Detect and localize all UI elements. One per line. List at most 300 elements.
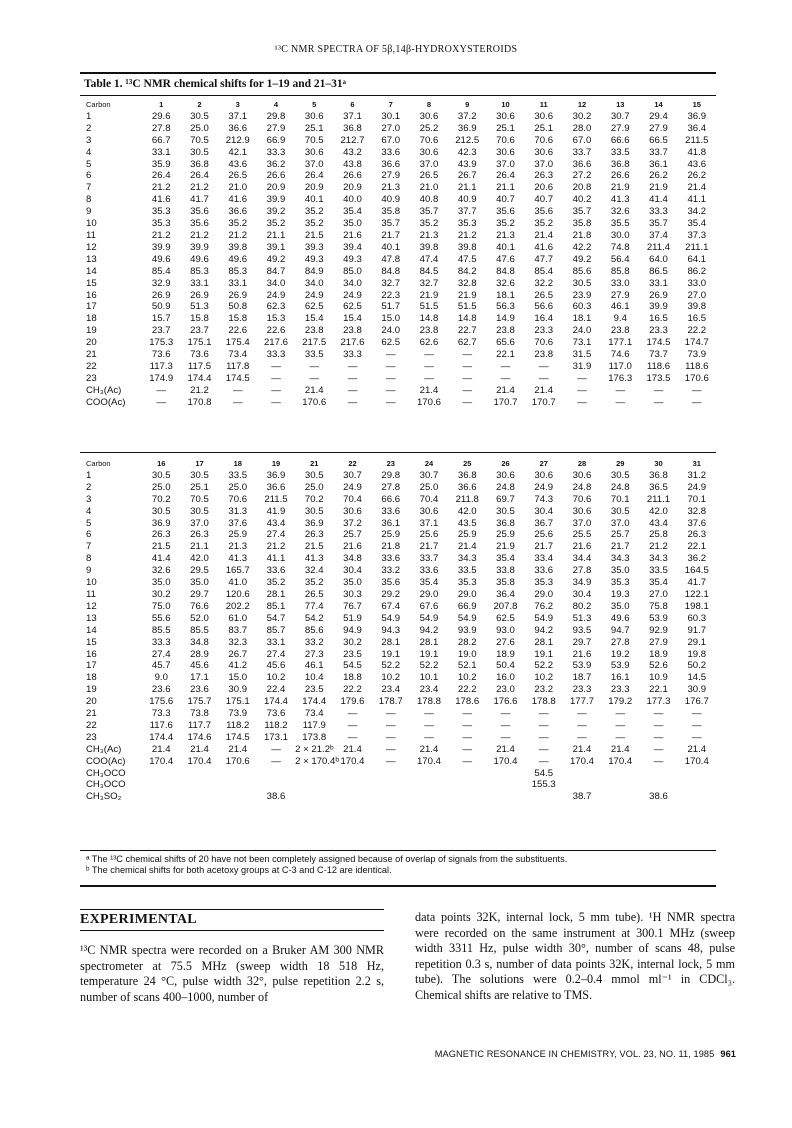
table-row (80, 506, 716, 518)
carbon-label: COO(Ac) (86, 755, 126, 767)
shift-value: 21.2 (190, 229, 209, 241)
column-header-compound: 25 (463, 459, 472, 468)
table-row (80, 768, 716, 780)
shift-value: 35.2 (304, 577, 324, 589)
shift-value: 37.0 (190, 517, 209, 529)
shift-value: 65.6 (496, 337, 515, 349)
shift-value: 23.3 (649, 325, 668, 337)
shift-value: — (385, 384, 396, 396)
shift-value: 117.9 (302, 719, 326, 731)
carbon-label: 9 (86, 206, 92, 218)
shift-value: 27.6 (496, 636, 515, 648)
shift-value: 33.5 (649, 565, 668, 577)
shift-value: 175.7 (187, 696, 212, 708)
carbon-label: 21 (86, 708, 97, 720)
carbon-label: 18 (86, 313, 97, 325)
shift-value: 24.9 (343, 289, 362, 301)
table-mid-rule (80, 452, 716, 453)
shift-value: 23.7 (151, 325, 171, 337)
shift-value: 30.6 (534, 146, 554, 158)
table-row (80, 470, 716, 482)
shift-value: 25.0 (190, 122, 209, 134)
shift-value: 170.4 (416, 755, 441, 767)
shift-value: 43.2 (343, 146, 362, 158)
shift-value: 22.1 (496, 349, 515, 361)
shift-value: 21.7 (610, 541, 630, 553)
shift-value: 30.9 (687, 684, 707, 696)
shift-value: 43.4 (266, 517, 286, 529)
shift-value: 120.6 (225, 588, 250, 600)
shift-value: 23.9 (572, 289, 592, 301)
shift-value: 173.8 (302, 731, 327, 743)
shift-value: 211.5 (264, 493, 288, 505)
shift-value (678, 768, 716, 780)
shift-value: 28.1 (534, 636, 554, 648)
shift-value: 164.5 (684, 565, 709, 577)
shift-value: 41.8 (687, 146, 707, 158)
shift-value: 38.6 (649, 791, 668, 803)
shift-value: 74.6 (610, 349, 630, 361)
shift-value: 40.9 (457, 194, 477, 206)
column-header-compound: 27 (539, 459, 548, 468)
shift-value: 23.6 (190, 684, 209, 696)
shift-value: 33.1 (151, 146, 171, 158)
shift-value: 73.4 (228, 349, 248, 361)
shift-value: — (577, 731, 587, 743)
carbon-label: CH₃OCO (86, 767, 126, 779)
shift-value: 69.7 (496, 493, 515, 505)
shift-value: 35.8 (381, 206, 401, 218)
table-row (80, 266, 716, 278)
shift-value: 70.6 (228, 493, 248, 505)
shift-value: 34.8 (343, 553, 362, 565)
table-row (80, 123, 716, 135)
shift-value: 76.6 (190, 600, 209, 612)
shift-value: 28.1 (419, 636, 439, 648)
carbon-label: 16 (86, 648, 97, 660)
shift-value: 16.5 (687, 313, 707, 325)
journal-citation: MAGNETIC RESONANCE IN CHEMISTRY, VOL. 23, NO. 11, 1985 (434, 1049, 715, 1059)
shift-value: 14.8 (419, 313, 439, 325)
shift-value: — (615, 396, 626, 408)
shift-value: 21.4 (151, 743, 171, 755)
shift-value: 35.4 (649, 577, 668, 589)
shift-value: — (385, 743, 396, 755)
shift-value: 36.8 (610, 158, 630, 170)
shift-value: 27.8 (610, 636, 630, 648)
shift-value: 47.5 (457, 253, 477, 265)
shift-value: 117.5 (187, 360, 212, 372)
shift-value: 27.9 (266, 122, 286, 134)
experimental-paragraph-right: data points 32K, internal lock, 5 mm tube). ¹H NMR spectra were recorded on the same instrument at 300.1 MHz (sweep width 3311 Hz, pulse width 30°, number of scans 48, pulse repetition 0.3 s, number of data points 32K, internal lock, 5 mm tube). The solutions were 0.2–0.4 mmol ml⁻¹ in CDCl₃. Chemical shifts are relative to TMS. (415, 910, 735, 1002)
table-row (80, 696, 716, 708)
shift-value: 41.6 (151, 194, 171, 206)
shift-value: 53.9 (649, 612, 668, 624)
shift-value: 73.8 (190, 708, 209, 720)
shift-value: 19.1 (381, 648, 401, 660)
shift-value: 32.7 (381, 277, 401, 289)
shift-value: 22.6 (266, 325, 286, 337)
shift-value: 15.3 (266, 313, 286, 325)
shift-value: 54.9 (457, 612, 477, 624)
shift-value: — (385, 360, 396, 372)
shift-value: 42.0 (649, 505, 668, 517)
shift-value: 32.7 (419, 277, 439, 289)
shift-value: 33.7 (572, 146, 592, 158)
shift-value: 30.5 (496, 505, 515, 517)
shift-value: 21.9 (610, 182, 630, 194)
shift-value: 39.8 (228, 241, 248, 253)
carbon-label: 8 (86, 194, 92, 206)
shift-value (601, 791, 639, 803)
shift-value: 212.5 (455, 134, 480, 146)
shift-value: 50.9 (151, 301, 171, 313)
shift-value: 70.6 (572, 493, 592, 505)
shift-value: 21.9 (649, 182, 668, 194)
table-row (80, 159, 716, 171)
shift-value: — (385, 372, 396, 384)
shift-value: — (156, 384, 167, 396)
shift-value: 21.2 (151, 182, 171, 194)
shift-value: 74.3 (534, 493, 554, 505)
caption-rule (80, 95, 716, 96)
table-row (80, 206, 716, 218)
shift-value: 53.9 (572, 660, 592, 672)
shift-value: 43.8 (343, 158, 362, 170)
shift-value: 21.9 (496, 541, 515, 553)
shift-value: 75.0 (151, 600, 171, 612)
shift-value: 38.7 (572, 791, 592, 803)
shift-value: 30.4 (572, 588, 592, 600)
shift-value: 23.4 (381, 684, 401, 696)
shift-value: — (615, 719, 626, 731)
table-row (80, 684, 716, 696)
carbon-label: 13 (86, 612, 97, 624)
shift-value: 66.6 (610, 134, 630, 146)
shift-value: 84.2 (457, 265, 477, 277)
shift-value: 32.8 (457, 277, 477, 289)
shift-value: — (271, 755, 281, 767)
shift-value: 34.3 (649, 553, 668, 565)
shift-value: 15.0 (228, 672, 248, 684)
shift-value: 35.6 (190, 218, 209, 230)
shift-value: 34.3 (457, 553, 477, 565)
shift-value: 35.0 (610, 600, 630, 612)
shift-value: 34.2 (687, 206, 707, 218)
shift-value: 22.6 (228, 325, 248, 337)
shift-value: 21.4 (687, 743, 707, 755)
shift-value: 23.5 (343, 648, 362, 660)
shift-value (180, 791, 218, 803)
shift-value: 217.6 (340, 337, 365, 349)
shift-value: 33.2 (304, 636, 324, 648)
shift-value: 39.8 (457, 241, 477, 253)
column-header-compound: 22 (348, 459, 357, 468)
shift-value: 24.8 (496, 481, 515, 493)
shift-value: — (577, 372, 587, 384)
shift-value: — (577, 396, 587, 408)
shift-value: 211.8 (455, 493, 479, 505)
shift-value: 23.8 (343, 325, 362, 337)
shift-value: 70.1 (687, 493, 707, 505)
shift-value: 29.8 (266, 110, 286, 122)
shift-table-part1 (80, 99, 716, 409)
shift-value: 21.3 (381, 182, 401, 194)
carbon-label: 9 (86, 565, 92, 577)
shift-value: 70.5 (190, 493, 209, 505)
shift-value: 30.0 (610, 229, 630, 241)
shift-value: 41.6 (228, 194, 248, 206)
shift-value: 23.7 (190, 325, 209, 337)
shift-value: — (692, 708, 702, 720)
shift-value (525, 791, 563, 803)
shift-value: 36.9 (304, 517, 324, 529)
shift-value: — (462, 349, 473, 361)
shift-value: 45.7 (151, 660, 171, 672)
shift-value: 39.8 (419, 241, 439, 253)
shift-value: 70.6 (534, 134, 554, 146)
shift-value: 21.6 (343, 541, 362, 553)
shift-value: 54.5 (343, 660, 362, 672)
shift-value: 24.9 (687, 481, 707, 493)
shift-value: 35.3 (610, 577, 630, 589)
shift-value: 26.6 (266, 170, 286, 182)
shift-value: 66.9 (457, 600, 477, 612)
shift-value: 21.4 (687, 182, 707, 194)
shift-value: 35.6 (190, 206, 209, 218)
shift-value: 2 × 170.4ᵇ (295, 755, 340, 767)
shift-value: 74.8 (610, 241, 630, 253)
shift-value: 37.0 (610, 517, 630, 529)
shift-value: 26.9 (190, 289, 209, 301)
carbon-label: 12 (86, 600, 97, 612)
shift-value: 33.1 (190, 277, 209, 289)
shift-value: 14.8 (457, 313, 477, 325)
shift-value: 198.1 (684, 600, 709, 612)
shift-value: 15.4 (343, 313, 362, 325)
shift-value: 170.8 (187, 396, 212, 408)
shift-value: 173.1 (263, 731, 288, 743)
carbon-label: 22 (86, 360, 97, 372)
shift-value: 36.8 (496, 517, 515, 529)
column-header-compound: 31 (692, 459, 701, 468)
shift-value: 118.6 (685, 360, 709, 372)
shift-value (333, 779, 371, 791)
shift-value (678, 779, 716, 791)
shift-value: 35.4 (419, 577, 439, 589)
shift-value: 35.4 (496, 553, 515, 565)
shift-value: — (385, 396, 396, 408)
shift-value: 20.8 (572, 182, 592, 194)
shift-value: 73.6 (151, 349, 171, 361)
table-row (80, 385, 716, 397)
column-header-compound: 16 (157, 459, 166, 468)
shift-value: 26.4 (151, 170, 171, 182)
column-header-compound: 9 (465, 100, 470, 109)
shift-value: 85.4 (151, 265, 171, 277)
table-row (80, 565, 716, 577)
footnote-b: ᵇ The chemical shifts for both acetoxy groups at C-3 and C-12 are identical. (86, 865, 392, 875)
shift-value: 35.0 (151, 577, 171, 589)
shift-value: 33.1 (228, 277, 248, 289)
shift-value: — (309, 360, 320, 372)
shift-value: — (577, 719, 587, 731)
shift-value: 175.6 (149, 696, 174, 708)
shift-value: 41.1 (266, 553, 286, 565)
shift-value: 170.6 (225, 755, 250, 767)
column-header-compound: 21 (310, 459, 319, 468)
shift-value: 21.1 (190, 541, 209, 553)
column-header-compound: 12 (577, 100, 587, 109)
shift-value: 49.6 (151, 253, 171, 265)
shift-value: — (653, 396, 664, 408)
shift-value: 21.3 (496, 229, 515, 241)
shift-value: 26.3 (304, 529, 324, 541)
shift-value: 62.7 (457, 337, 477, 349)
shift-value: 212.9 (225, 134, 250, 146)
shift-value: 86.2 (687, 265, 707, 277)
shift-value: 30.6 (419, 146, 439, 158)
shift-value: 18.1 (572, 313, 592, 325)
shift-value: 36.6 (572, 158, 592, 170)
shift-value: 26.4 (496, 170, 515, 182)
shift-value: 39.9 (151, 241, 171, 253)
carbon-label: CH₃(Ac) (86, 384, 122, 396)
shift-value: 42.0 (457, 505, 477, 517)
shift-value: 94.3 (381, 624, 401, 636)
shift-value: 36.6 (457, 481, 477, 493)
shift-value: 30.1 (381, 110, 401, 122)
shift-value: 36.6 (228, 206, 248, 218)
carbon-label: 4 (86, 505, 92, 517)
shift-value: 24.9 (266, 289, 286, 301)
shift-value: 30.7 (610, 110, 630, 122)
table-row (80, 589, 716, 601)
shift-value: 31.3 (228, 505, 248, 517)
shift-value: — (424, 731, 434, 743)
shift-value: 39.8 (687, 301, 707, 313)
shift-value: 26.5 (304, 588, 324, 600)
shift-value: 37.4 (649, 229, 668, 241)
shift-value: 84.7 (266, 265, 286, 277)
shift-value: 45.6 (266, 660, 286, 672)
shift-value: 37.1 (228, 110, 248, 122)
shift-value: 54.9 (381, 612, 401, 624)
shift-value: 84.8 (496, 265, 515, 277)
carbon-label: 21 (86, 349, 97, 361)
table-row (80, 744, 716, 756)
shift-value: 29.1 (687, 636, 707, 648)
shift-value: 52.2 (534, 660, 554, 672)
shift-value: 170.6 (684, 372, 709, 384)
table-row (80, 111, 716, 123)
table-row (80, 194, 716, 206)
shift-value: 18.7 (572, 672, 592, 684)
shift-value: 77.4 (304, 600, 324, 612)
column-header-compound: 23 (386, 459, 395, 468)
shift-value: 21.2 (457, 229, 477, 241)
shift-value: 52.1 (457, 660, 477, 672)
table-row (80, 518, 716, 530)
shift-value: 21.2 (228, 229, 248, 241)
shift-value: 170.4 (187, 755, 212, 767)
shift-value: 35.7 (419, 206, 439, 218)
shift-value: 15.4 (304, 313, 324, 325)
shift-value: 33.2 (381, 565, 401, 577)
shift-value: 47.4 (419, 253, 439, 265)
shift-value: 28.0 (572, 122, 592, 134)
shift-value: 21.7 (381, 229, 401, 241)
shift-value (295, 768, 333, 780)
shift-value (486, 791, 524, 803)
shift-value: 179.2 (608, 696, 633, 708)
shift-value: 21.3 (228, 541, 248, 553)
shift-value (448, 768, 486, 780)
shift-value (372, 779, 410, 791)
column-header-carbon: Carbon (86, 100, 111, 109)
shift-value: 20.9 (304, 182, 324, 194)
shift-value: 35.6 (534, 206, 554, 218)
shift-value: — (615, 708, 626, 720)
table-row (80, 278, 716, 290)
shift-value: 23.8 (496, 325, 515, 337)
shift-value: 42.1 (228, 146, 248, 158)
shift-value: 21.9 (457, 289, 477, 301)
shift-value: 118.2 (226, 719, 250, 731)
shift-value: 118.6 (646, 360, 671, 372)
shift-value: 30.4 (534, 505, 554, 517)
shift-value: 36.9 (266, 469, 286, 481)
shift-value: 30.6 (419, 110, 439, 122)
shift-value: 29.0 (534, 588, 554, 600)
shift-value: 170.4 (569, 755, 594, 767)
shift-value: 51.3 (190, 301, 209, 313)
shift-value: 32.6 (610, 206, 630, 218)
footnote-a: ᵃ The ¹³C chemical shifts of 20 have not been completely assigned because of overlap of signals from the substituents. (86, 854, 568, 864)
shift-value: 27.8 (572, 565, 592, 577)
shift-value: 19.0 (457, 648, 477, 660)
shift-value: 25.0 (151, 481, 171, 493)
shift-value: 26.4 (304, 170, 324, 182)
shift-value: 41.3 (610, 194, 630, 206)
table-row (80, 361, 716, 373)
shift-value: 70.4 (343, 493, 362, 505)
carbon-label: 8 (86, 553, 92, 565)
table-row (80, 577, 716, 589)
shift-value: 21.7 (534, 541, 554, 553)
shift-value: 49.2 (266, 253, 286, 265)
shift-value: 30.6 (534, 110, 554, 122)
experimental-left-column (80, 943, 384, 1005)
shift-value: 21.2 (151, 229, 171, 241)
shift-value: 41.3 (304, 553, 324, 565)
shift-value: — (385, 731, 396, 743)
shift-value: — (385, 719, 396, 731)
shift-value: 29.2 (381, 588, 401, 600)
shift-value: 41.2 (228, 660, 248, 672)
shift-value: 175.4 (225, 337, 250, 349)
shift-value: 40.9 (381, 194, 401, 206)
shift-value: 30.5 (190, 110, 209, 122)
shift-value: 33.7 (649, 146, 668, 158)
shift-value: — (385, 708, 396, 720)
shift-value: 10.1 (419, 672, 439, 684)
shift-value: 93.9 (457, 624, 477, 636)
shift-value: 55.6 (151, 612, 171, 624)
shift-value: 26.9 (649, 289, 668, 301)
shift-value: 170.4 (493, 755, 518, 767)
shift-value: 33.3 (151, 636, 171, 648)
